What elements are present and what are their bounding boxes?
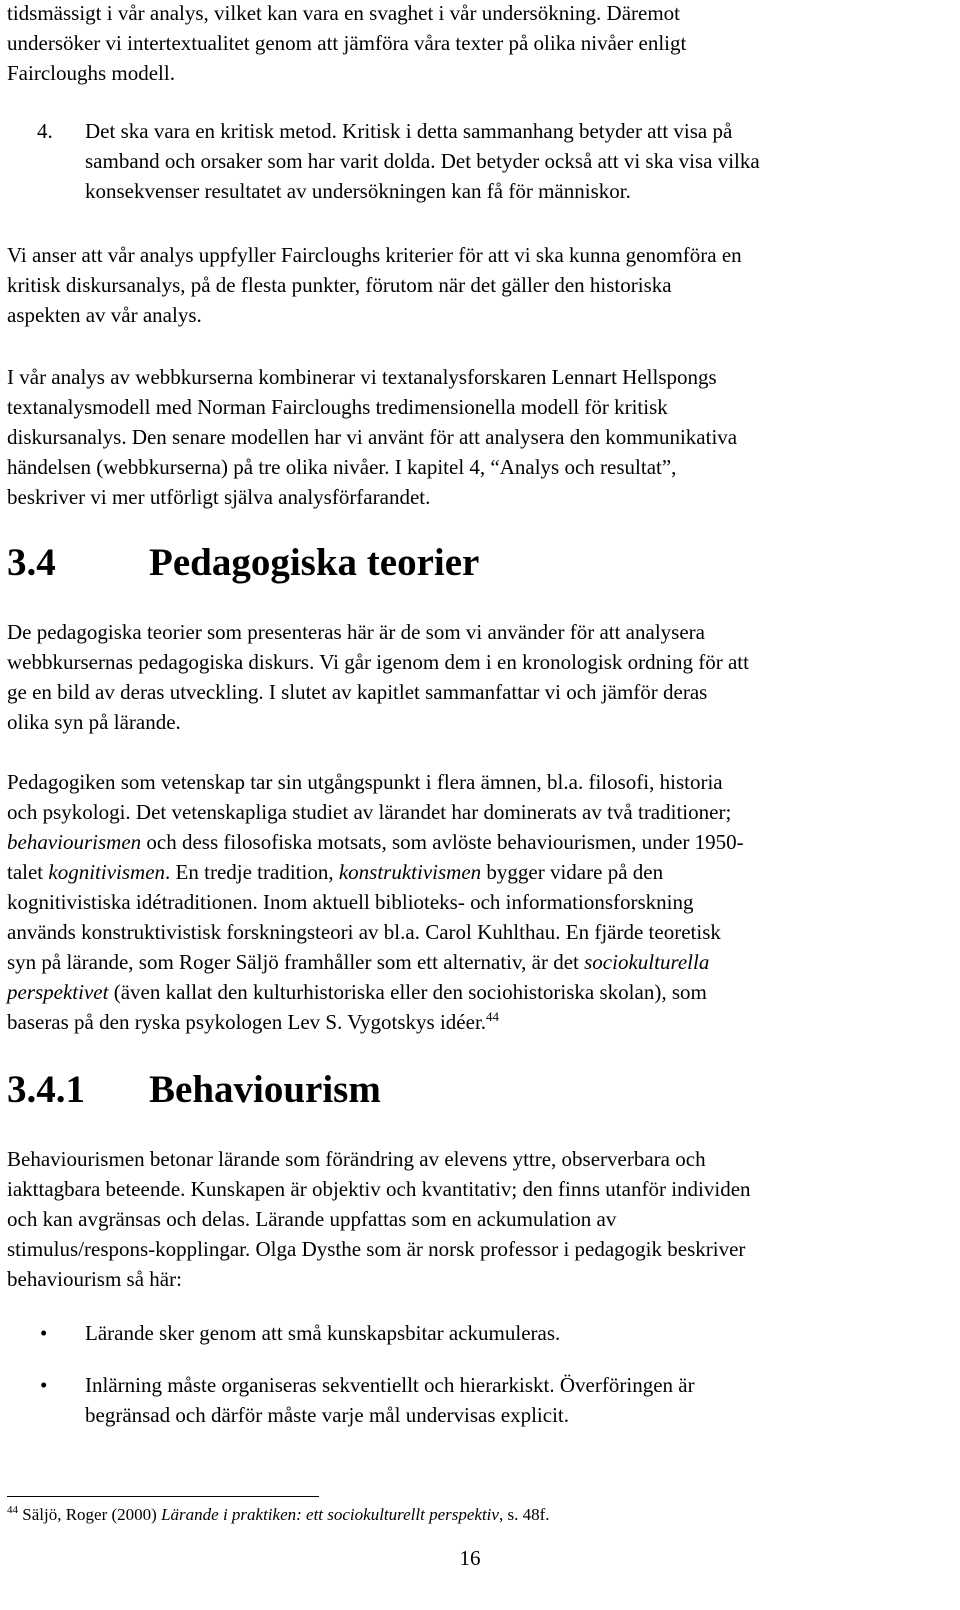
bullet-icon: • xyxy=(40,1321,48,1345)
italic-term: perspektivet xyxy=(7,980,109,1004)
section-title: Pedagogiska teorier xyxy=(149,541,480,584)
text-line: tidsmässigt i vår analys, vilket kan vara en svaghet i vår undersökning. Däremot xyxy=(7,1,680,25)
italic-term: behaviourismen xyxy=(7,830,142,854)
text-line: Vi anser att vår analys uppfyller Faircloughs kriterier för att vi ska kunna genomföra en xyxy=(7,243,742,267)
list-item-4 xyxy=(7,116,953,206)
bullet-item xyxy=(7,1318,953,1348)
text-run: och dess filosofiska motsats, som avlöste behaviourismen, under 1950- xyxy=(141,830,744,854)
text-line: I vår analys av webbkurserna kombinerar vi textanalysforskaren Lennart Hellspongs xyxy=(7,365,717,389)
text-line xyxy=(7,977,953,1007)
footnote-number: 44 xyxy=(7,1504,18,1516)
text-run: bygger vidare på den xyxy=(481,860,664,884)
text-line: används konstruktivistisk forskningsteori av bl.a. Carol Kuhlthau. En fjärde teoretisk xyxy=(7,920,721,944)
text-line: kritisk diskursanalys, på de flesta punkter, förutom när det gäller den historiska xyxy=(7,273,672,297)
text-line: textanalysmodell med Norman Faircloughs tredimensionella modell för kritisk xyxy=(7,395,668,419)
text-run: Säljö, Roger (2000) xyxy=(18,1505,162,1524)
text-line xyxy=(7,1007,953,1037)
text-run: baseras på den ryska psykologen Lev S. Vygotskys idéer. xyxy=(7,1010,487,1034)
footnote-separator xyxy=(7,1496,319,1497)
italic-term: sociokulturella xyxy=(584,950,710,974)
text-line: kognitivistiska idétraditionen. Inom aktuell biblioteks- och informationsforskning xyxy=(7,890,694,914)
text-line: Faircloughs modell. xyxy=(7,61,175,85)
text-line: diskursanalys. Den senare modellen har vi använt för att analysera den kommunikativa xyxy=(7,425,738,449)
paragraph-criteria xyxy=(7,240,953,330)
section-heading-3-4 xyxy=(7,540,479,586)
paragraph-traditions xyxy=(7,767,953,1037)
text-run: , s. 48f. xyxy=(498,1505,550,1524)
text-line: olika syn på lärande. xyxy=(7,710,181,734)
text-line: aspekten av vår analys. xyxy=(7,303,202,327)
text-run: syn på lärande, som Roger Säljö framhåller som ett alternativ, är det xyxy=(7,950,585,974)
footnote-reference[interactable]: 44 xyxy=(486,1009,500,1024)
italic-title: Lärande i praktiken: ett sociokulturellt perspektiv xyxy=(161,1505,499,1524)
text-line: stimulus/respons-kopplingar. Olga Dysthe som är norsk professor i pedagogik beskriver xyxy=(7,1237,746,1261)
text-line xyxy=(7,827,953,857)
section-number: 3.4 xyxy=(7,541,56,584)
text-line: Pedagogiken som vetenskap tar sin utgångspunkt i flera ämnen, bl.a. filosofi, historia xyxy=(7,770,723,794)
section-title: Behaviourism xyxy=(149,1068,381,1111)
section-number: 3.4.1 xyxy=(7,1068,85,1111)
text-run: talet xyxy=(7,860,49,884)
text-line: De pedagogiska teorier som presenteras här är de som vi använder för att analysera xyxy=(7,620,705,644)
text-line xyxy=(7,857,953,887)
bullet-item xyxy=(7,1370,953,1430)
text-line: Lärande sker genom att små kunskapsbitar ackumuleras. xyxy=(85,1321,561,1345)
text-line xyxy=(7,947,953,977)
list-number: 4. xyxy=(37,119,53,143)
section-heading-3-4-1 xyxy=(7,1067,381,1113)
paragraph-intro-theories xyxy=(7,617,953,737)
page-number: 16 xyxy=(459,1546,481,1570)
text-line: behaviourism så här: xyxy=(7,1267,182,1291)
footnote xyxy=(7,1502,549,1528)
text-line: beskriver vi mer utförligt själva analysförfarandet. xyxy=(7,485,431,509)
text-line: undersöker vi intertextualitet genom att jämföra våra texter på olika nivåer enligt xyxy=(7,31,687,55)
italic-term: konstruktivismen xyxy=(338,860,482,884)
text-line: och psykologi. Det vetenskapliga studiet av lärandet har dominerats av två traditioner; xyxy=(7,800,732,824)
text-line: händelsen (webbkurserna) på tre olika nivåer. I kapitel 4, “Analys och resultat”, xyxy=(7,455,677,479)
bullet-icon: • xyxy=(40,1373,48,1397)
text-line: Det ska vara en kritisk metod. Kritisk i detta sammanhang betyder att visa på xyxy=(85,119,733,143)
paragraph-behaviourism xyxy=(7,1144,953,1294)
text-line: samband och orsaker som har varit dolda. Det betyder också att vi ska visa vilka xyxy=(85,149,760,173)
text-line: webbkursernas pedagogiska diskurs. Vi går igenom dem i en kronologisk ordning för att xyxy=(7,650,749,674)
text-line: Inlärning måste organiseras sekventiellt och hierarkiskt. Överföringen är xyxy=(85,1373,695,1397)
paragraph-analysis xyxy=(7,362,953,512)
paragraph-top xyxy=(7,0,953,88)
text-line: iakttagbara beteende. Kunskapen är objektiv och kvantitativ; den finns utanför individen xyxy=(7,1177,751,1201)
text-line: begränsad och därför måste varje mål undervisas explicit. xyxy=(85,1403,569,1427)
text-line: ge en bild av deras utveckling. I slutet av kapitlet sammanfattar vi och jämför deras xyxy=(7,680,708,704)
text-run: . En tredje tradition, xyxy=(165,860,339,884)
italic-term: kognitivismen xyxy=(48,860,166,884)
text-line: och kan avgränsas och delas. Lärande uppfattas som en ackumulation av xyxy=(7,1207,617,1231)
text-run: (även kallat den kulturhistoriska eller den sociohistoriska skolan), som xyxy=(108,980,707,1004)
text-line: Behaviourismen betonar lärande som förändring av elevens yttre, observerbara och xyxy=(7,1147,706,1171)
text-line: konsekvenser resultatet av undersökningen kan få för människor. xyxy=(85,179,631,203)
